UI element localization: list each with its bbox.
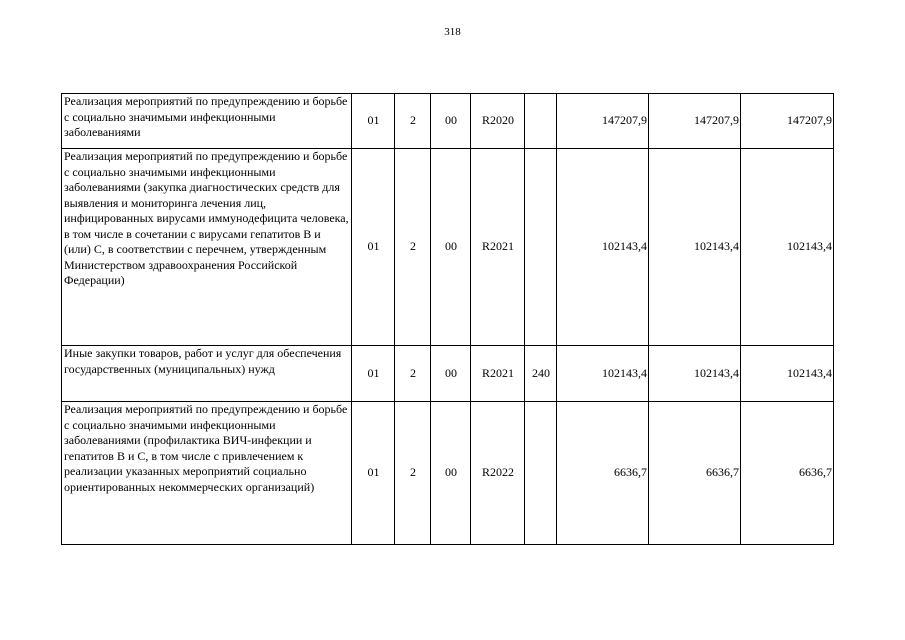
table-row: [62, 94, 834, 149]
row-code-subprogram: 00: [431, 94, 471, 149]
row-code-program: 2: [395, 149, 431, 346]
row-amount-1: 147207,9: [557, 94, 649, 149]
budget-table: [61, 93, 834, 545]
row-code-expense-type: 240: [525, 346, 557, 402]
row-code-section: 01: [352, 149, 395, 346]
row-code-subprogram: 00: [431, 346, 471, 402]
row-amount-1: 102143,4: [557, 346, 649, 402]
row-description: Реализация мероприятий по предупреждению и борьбе с социально значимыми инфекционными заболеваниями (профилактика ВИЧ-инфекции и гепатитов B и C, в том числе с привлечением к реализации указанных мероприятий социально ориентированных некоммерческих организаций): [62, 402, 352, 545]
row-code-section: 01: [352, 402, 395, 545]
row-code-direction: R2021: [471, 346, 525, 402]
row-amount-3: 102143,4: [741, 149, 834, 346]
page-number: 318: [444, 26, 461, 38]
row-code-section: 01: [352, 94, 395, 149]
row-amount-3: 6636,7: [741, 402, 834, 545]
table-row: [62, 149, 834, 346]
row-code-program: 2: [395, 346, 431, 402]
table-row: [62, 402, 834, 545]
row-amount-3: 102143,4: [741, 346, 834, 402]
row-code-direction: R2022: [471, 402, 525, 545]
row-code-program: 2: [395, 402, 431, 545]
row-code-expense-type: [525, 149, 557, 346]
row-code-section: 01: [352, 346, 395, 402]
row-amount-1: 6636,7: [557, 402, 649, 545]
row-code-direction: R2020: [471, 94, 525, 149]
row-amount-2: 147207,9: [649, 94, 741, 149]
row-amount-3: 147207,9: [741, 94, 834, 149]
row-amount-2: 6636,7: [649, 402, 741, 545]
row-code-direction: R2021: [471, 149, 525, 346]
table-row: [62, 346, 834, 402]
row-amount-2: 102143,4: [649, 149, 741, 346]
row-code-subprogram: 00: [431, 149, 471, 346]
row-amount-1: 102143,4: [557, 149, 649, 346]
row-description: Иные закупки товаров, работ и услуг для обеспечения государственных (муниципальных) нужд: [62, 346, 352, 402]
row-description: Реализация мероприятий по предупреждению и борьбе с социально значимыми инфекционными заболеваниями (закупка диагностических средств для выявления и мониторинга лечения лиц, инфицированных вирусами иммунодефицита человека, в том числе в сочетании с вирусами гепатитов B и (или) C, в соответствии с перечнем, утвержденным Министерством здравоохранения Российской Федерации): [62, 149, 352, 346]
row-code-expense-type: [525, 94, 557, 149]
row-code-subprogram: 00: [431, 402, 471, 545]
row-code-program: 2: [395, 94, 431, 149]
row-code-expense-type: [525, 402, 557, 545]
row-description: Реализация мероприятий по предупреждению и борьбе с социально значимыми инфекционными заболеваниями: [62, 94, 352, 149]
row-amount-2: 102143,4: [649, 346, 741, 402]
